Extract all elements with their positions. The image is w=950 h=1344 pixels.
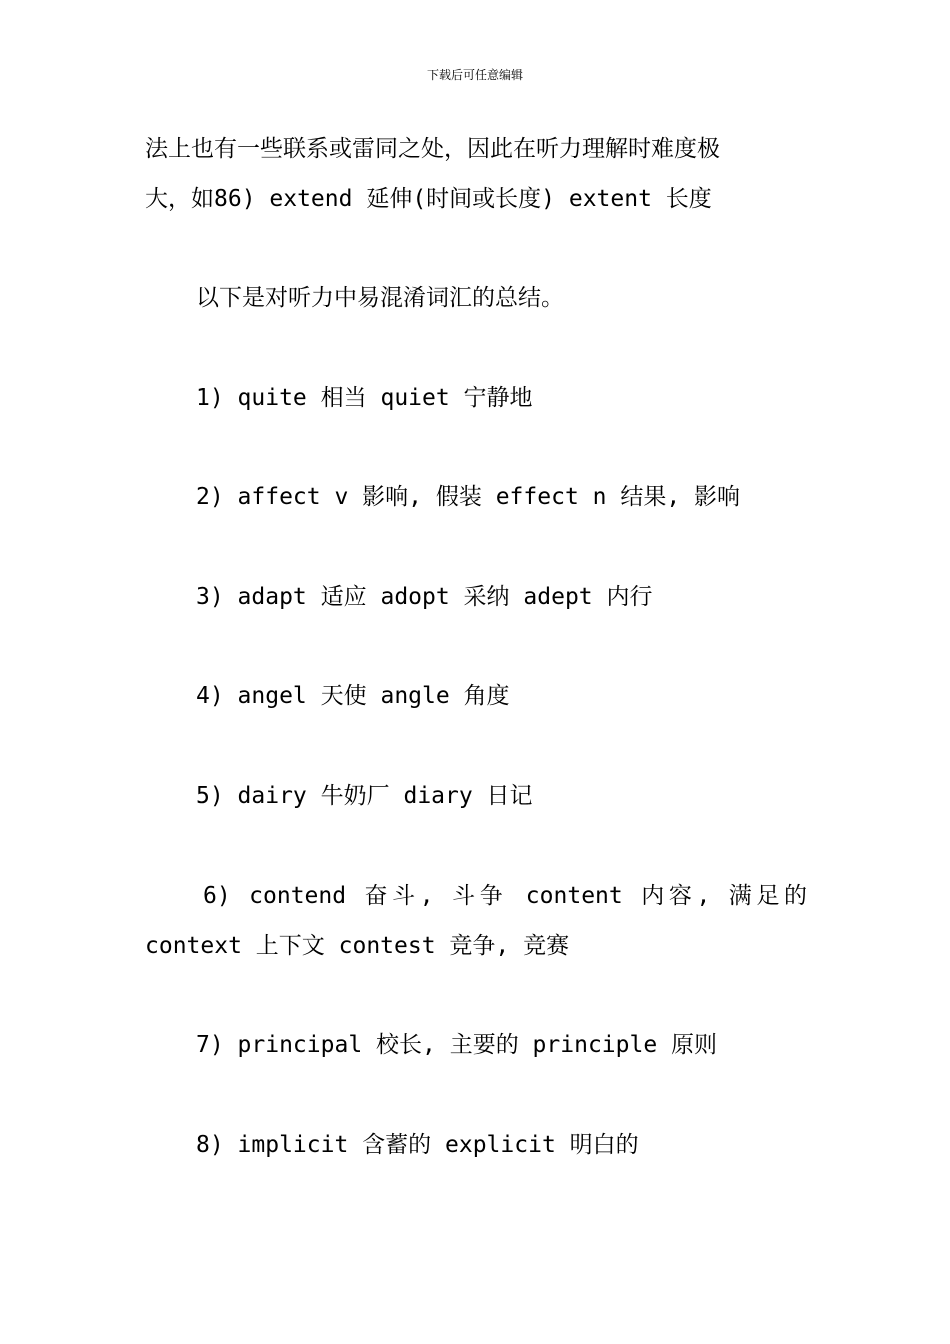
paragraph-continuation-line-1: 法上也有一些联系或雷同之处，因此在听力理解时难度极 <box>145 136 720 162</box>
vocab-item-5: 5) dairy 牛奶厂 diary 日记 <box>196 783 533 809</box>
paragraph-continuation-line-2: 大，如86) extend 延伸(时间或长度) extent 长度 <box>145 186 712 212</box>
vocab-item-3: 3) adapt 适应 adopt 采纳 adept 内行 <box>196 584 653 610</box>
vocab-item-4: 4) angel 天使 angle 角度 <box>196 683 510 709</box>
vocab-item-1: 1) quite 相当 quiet 宁静地 <box>196 385 533 411</box>
vocab-item-2: 2) affect v 影响, 假装 effect n 结果, 影响 <box>196 484 741 510</box>
intro-sentence: 以下是对听力中易混淆词汇的总结。 <box>196 285 564 311</box>
vocab-item-7: 7) principal 校长, 主要的 principle 原则 <box>196 1032 718 1058</box>
vocab-item-6: 6) contend 奋斗, 斗争 content 内容, 满足的 <box>203 883 807 909</box>
vocab-item-6-continuation: context 上下文 contest 竞争, 竞赛 <box>145 933 570 959</box>
page-header: 下载后可任意编辑 <box>426 68 523 82</box>
vocab-item-8: 8) implicit 含蓄的 explicit 明白的 <box>196 1132 639 1158</box>
